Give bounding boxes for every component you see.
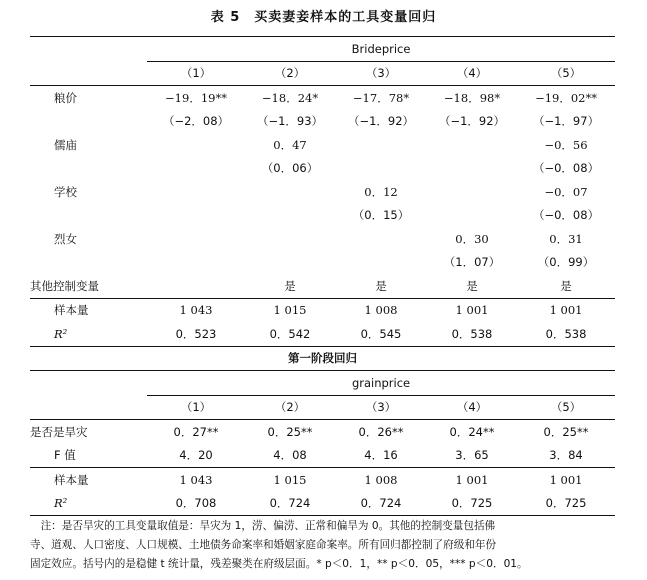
row-label: 样本量	[54, 472, 89, 487]
table-cell: −0．07	[544, 184, 588, 199]
column-header: （5）	[517, 395, 615, 420]
panel2-dependent-variable: grainprice	[147, 371, 615, 396]
note-line: 寺、道观、人口密度、人口规模、土地债务命案率和婚姻家庭命案率。所有回归都控制了府级和年份	[30, 539, 497, 551]
table-cell: 0．538	[427, 322, 517, 346]
table-cell	[147, 157, 245, 181]
table-cell: 0．12	[364, 184, 398, 199]
row-label: R²	[30, 322, 147, 346]
table-cell: 0．27**	[173, 424, 219, 439]
table-cell: 4．20	[147, 444, 245, 468]
table-cell: （0．15）	[352, 208, 410, 223]
table-cell: 是	[245, 274, 335, 298]
table-cell: 是	[427, 274, 517, 298]
note-line: 注：是否旱灾的工具变量取值是：旱灾为 1，涝、偏涝、正常和偏旱为 0。其他的控制变量包括佛	[40, 520, 496, 532]
row-label: 儒庙	[54, 137, 77, 152]
table-cell: 1 015	[273, 303, 307, 318]
column-header: （2）	[245, 61, 335, 86]
table-cell: 4．16	[335, 444, 427, 468]
table-cell: 1 043	[179, 472, 213, 487]
table-cell: 1 001	[549, 303, 583, 318]
table-row	[30, 180, 615, 204]
row-label	[30, 157, 147, 181]
column-header: （1）	[147, 61, 245, 86]
table-cell: （0．99）	[537, 255, 595, 270]
table-row	[30, 157, 615, 181]
table-cell	[245, 204, 335, 228]
table-cell	[335, 251, 427, 275]
table-cell: 0．24**	[449, 424, 495, 439]
section-title-row	[30, 346, 615, 371]
panel1-column-header-row	[30, 61, 615, 86]
table-cell: 0．545	[335, 322, 427, 346]
table-cell	[147, 180, 245, 204]
row-label	[30, 204, 147, 228]
table-cell: 0．25**	[543, 424, 589, 439]
panel2-column-header-row	[30, 395, 615, 420]
table-cell: −18．24*	[261, 90, 319, 105]
table-cell: 0．724	[335, 492, 427, 516]
table-row	[30, 227, 615, 251]
table-cell	[245, 227, 335, 251]
table-cell: （−1．97）	[532, 114, 600, 129]
table-cell: −17．78*	[352, 90, 410, 105]
section-title: 第一阶段回归	[30, 346, 615, 371]
table-cell: 1 001	[549, 472, 583, 487]
panel1-depvar-row	[30, 37, 615, 62]
table-cell: （−0．08）	[532, 161, 600, 176]
table-row-drought	[30, 420, 615, 444]
panel2-depvar-row	[30, 371, 615, 396]
panel1-dependent-variable: Brideprice	[147, 37, 615, 62]
table-cell: 1 008	[364, 303, 398, 318]
column-header: （2）	[245, 395, 335, 420]
table-cell: 0．724	[245, 492, 335, 516]
table-cell: 1 043	[179, 303, 213, 318]
table-cell: 是	[517, 274, 615, 298]
table-title: 表 5 买卖妻妾样本的工具变量回归	[210, 10, 437, 25]
row-label: F 值	[30, 444, 147, 468]
table-cell: （−1．92）	[438, 114, 506, 129]
table-cell: −18．98*	[443, 90, 501, 105]
row-label: R²	[30, 492, 147, 516]
table-note	[30, 517, 618, 574]
table-cell: （−1．93）	[256, 114, 324, 129]
table-cell	[427, 133, 517, 157]
table-cell: 1 001	[455, 303, 489, 318]
table-cell: 0．523	[147, 322, 245, 346]
table-cell	[427, 180, 517, 204]
table-cell	[147, 251, 245, 275]
column-header: （5）	[517, 61, 615, 86]
row-label: 样本量	[54, 303, 89, 318]
table-row	[30, 86, 615, 110]
table-cell: （−0．08）	[532, 208, 600, 223]
column-header: （4）	[427, 61, 517, 86]
column-header: （3）	[335, 395, 427, 420]
row-label: 其他控制变量	[30, 274, 147, 298]
table-row	[30, 133, 615, 157]
table-cell: （1．07）	[443, 255, 501, 270]
table-cell	[335, 227, 427, 251]
note-line: 固定效应。括号内的是稳健 t 统计量，残差聚类在府级层面。* p＜0．1，** p＜0．05，*** p＜0．01。	[30, 558, 528, 570]
row-label: 烈女	[54, 231, 77, 246]
table-row-sample-size	[30, 298, 615, 322]
table-cell: 0．47	[273, 137, 307, 152]
table-cell	[147, 133, 245, 157]
table-cell: （−1．92）	[347, 114, 415, 129]
table-cell	[427, 157, 517, 181]
table-cell: −0．56	[544, 137, 588, 152]
table-cell	[245, 251, 335, 275]
row-label	[30, 110, 147, 134]
table-row-f-value	[30, 444, 615, 468]
table-row-sample-size	[30, 468, 615, 492]
table-cell: 是	[335, 274, 427, 298]
table-cell: −19．02**	[535, 90, 597, 105]
row-label	[30, 251, 147, 275]
table-cell: 4．08	[245, 444, 335, 468]
table-cell: 1 015	[273, 472, 307, 487]
row-label: 学校	[54, 184, 77, 199]
table-cell	[335, 157, 427, 181]
table-cell	[427, 204, 517, 228]
table-cell: 0．725	[427, 492, 517, 516]
regression-table	[30, 36, 615, 516]
table-cell: 0．25**	[267, 424, 313, 439]
table-cell: （−2．08）	[162, 114, 230, 129]
table-cell: 0．31	[549, 231, 583, 246]
table-cell: （0．06）	[261, 161, 319, 176]
table-cell: 1 001	[455, 472, 489, 487]
table-row	[30, 110, 615, 134]
table-cell	[147, 204, 245, 228]
column-header: （1）	[147, 395, 245, 420]
row-label: 粮价	[54, 90, 77, 105]
table-cell: 3．65	[427, 444, 517, 468]
table-cell: 0．538	[517, 322, 615, 346]
table-cell: 1 008	[364, 472, 398, 487]
table-cell	[335, 133, 427, 157]
table-cell: 3．84	[517, 444, 615, 468]
table-cell: 0．725	[517, 492, 615, 516]
table-row-r-squared	[30, 322, 615, 346]
table-cell: 0．542	[245, 322, 335, 346]
table-cell	[245, 180, 335, 204]
table-cell: 0．708	[147, 492, 245, 516]
table-row	[30, 204, 615, 228]
table-cell	[147, 274, 245, 298]
row-label: 是否是旱灾	[30, 424, 88, 439]
column-header: （4）	[427, 395, 517, 420]
table-cell: −19．19**	[165, 90, 227, 105]
table-cell: 0．30	[455, 231, 489, 246]
column-header: （3）	[335, 61, 427, 86]
table-row-controls	[30, 274, 615, 298]
table-row	[30, 251, 615, 275]
table-cell: 0．26**	[358, 424, 404, 439]
table-cell	[147, 227, 245, 251]
table-row-r-squared	[30, 492, 615, 516]
